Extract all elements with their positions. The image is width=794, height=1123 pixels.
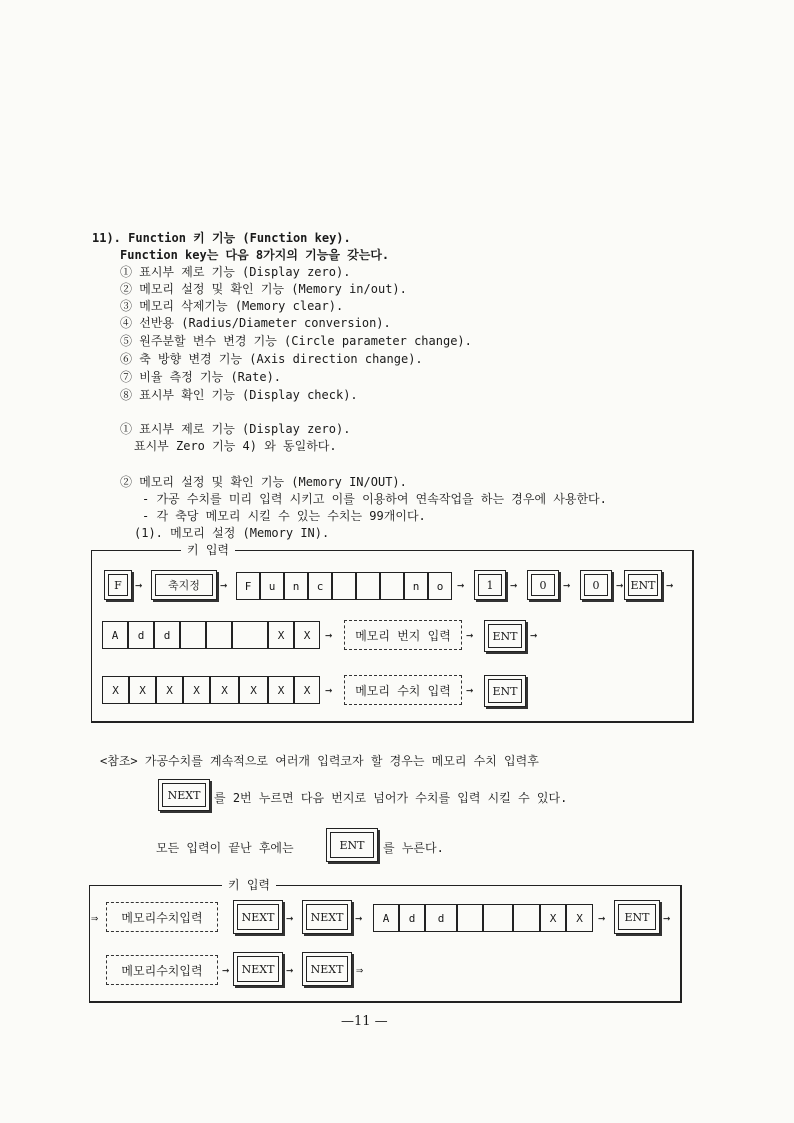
addr-cell: d: [425, 904, 457, 932]
function-list-item: ③ 메모리 삭제기능 (Memory clear).: [120, 299, 344, 313]
func-cell: c: [308, 572, 332, 600]
value-cell: X: [294, 676, 320, 704]
memory-value-input-label: 메모리 수치 입력: [344, 675, 462, 705]
arrow-right-icon: →: [325, 628, 333, 642]
note-line-3: 모든 입력이 끝난 후에는: [156, 841, 294, 855]
func-cell: [332, 572, 356, 600]
ent-key[interactable]: ENT: [484, 620, 526, 652]
value-cell: X: [129, 676, 156, 704]
memory-address-input-label: 메모리 번지 입력: [344, 620, 462, 650]
next-key[interactable]: NEXT: [302, 900, 352, 934]
page-number: —11 —: [341, 1014, 388, 1029]
arrow-right-icon: →: [222, 963, 230, 977]
ent-key[interactable]: ENT: [484, 675, 526, 707]
addr-cell: X: [540, 904, 566, 932]
section-1-title: ① 표시부 제로 기능 (Display zero).: [120, 422, 351, 436]
section-1-body: 표시부 Zero 기능 4) 와 동일하다.: [134, 439, 337, 453]
heading-intro: Function key는 다음 8가지의 기능을 갖는다.: [120, 248, 390, 262]
value-cell: X: [183, 676, 210, 704]
digit-0-key[interactable]: 0: [580, 570, 612, 600]
function-list-item: ⑧ 표시부 확인 기능 (Display check).: [120, 388, 358, 402]
digit-1-key[interactable]: 1: [474, 570, 506, 600]
addr-cell: [180, 621, 206, 649]
value-cell: X: [239, 676, 268, 704]
value-cell: X: [210, 676, 239, 704]
section-2-title: ② 메모리 설정 및 확인 기능 (Memory IN/OUT).: [120, 475, 407, 489]
memory-value-input-label: 메모리수치입력: [106, 902, 218, 932]
next-key[interactable]: NEXT: [158, 779, 210, 811]
addr-cell: A: [102, 621, 128, 649]
ent-key[interactable]: ENT: [326, 828, 378, 862]
f-key[interactable]: F: [104, 570, 132, 600]
func-cell: F: [236, 572, 260, 600]
addr-cell: [513, 904, 540, 932]
addr-cell: d: [399, 904, 425, 932]
addr-cell: [457, 904, 483, 932]
note-line-1: <참조> 가공수치를 계속적으로 여러개 입력코자 할 경우는 메모리 수치 입력후: [100, 754, 539, 768]
arrow-right-icon: →: [325, 683, 333, 697]
section-heading: 11). Function 키 기능 (Function key).: [92, 231, 351, 245]
addr-cell: A: [373, 904, 399, 932]
key-input-box-1-title: 키 입력: [181, 542, 235, 558]
arrow-right-icon: →: [135, 578, 143, 592]
addr-cell: [483, 904, 513, 932]
function-list-item: ⑦ 비율 측정 기능 (Rate).: [120, 370, 282, 384]
double-arrow-icon: ⇒: [91, 911, 99, 925]
arrow-right-icon: →: [286, 911, 294, 925]
axis-select-key[interactable]: 축지정: [151, 570, 217, 600]
arrow-right-icon: →: [530, 628, 538, 642]
arrow-right-icon: →: [220, 578, 228, 592]
memory-value-input-label: 메모리수치입력: [106, 955, 218, 985]
note-line-2: 를 2번 누르면 다음 번지로 넘어가 수치를 입력 시킬 수 있다.: [214, 791, 568, 805]
ent-key[interactable]: ENT: [624, 570, 662, 600]
arrow-right-icon: →: [457, 578, 465, 592]
arrow-right-icon: →: [286, 963, 294, 977]
function-list-item: ② 메모리 설정 및 확인 기능 (Memory in/out).: [120, 282, 407, 296]
section-2-subheading: (1). 메모리 설정 (Memory IN).: [134, 526, 330, 540]
value-cell: X: [156, 676, 183, 704]
value-cell: X: [268, 676, 294, 704]
func-cell: o: [428, 572, 452, 600]
addr-cell: d: [128, 621, 154, 649]
arrow-right-icon: →: [616, 578, 624, 592]
arrow-right-icon: →: [598, 911, 606, 925]
func-cell: n: [284, 572, 308, 600]
arrow-right-icon: →: [563, 578, 571, 592]
note-line-3-end: 를 누른다.: [383, 841, 444, 855]
ent-key[interactable]: ENT: [614, 900, 660, 934]
arrow-right-icon: →: [663, 911, 671, 925]
arrow-right-icon: →: [355, 911, 363, 925]
addr-cell: d: [154, 621, 180, 649]
addr-cell: X: [566, 904, 593, 932]
arrow-right-icon: →: [666, 578, 674, 592]
double-arrow-icon: ⇒: [356, 963, 364, 977]
arrow-right-icon: →: [510, 578, 518, 592]
digit-0-key[interactable]: 0: [527, 570, 559, 600]
addr-cell: [206, 621, 232, 649]
next-key[interactable]: NEXT: [233, 952, 283, 986]
addr-cell: X: [268, 621, 294, 649]
section-2-bullet: - 각 축당 메모리 시킬 수 있는 수치는 99개이다.: [142, 509, 426, 523]
addr-cell: [232, 621, 268, 649]
function-list-item: ① 표시부 제로 기능 (Display zero).: [120, 265, 351, 279]
func-cell: n: [404, 572, 428, 600]
function-list-item: ⑥ 축 방향 변경 기능 (Axis direction change).: [120, 352, 423, 366]
next-key[interactable]: NEXT: [233, 900, 283, 934]
function-list-item: ⑤ 원주분할 변수 변경 기능 (Circle parameter change).: [120, 334, 472, 348]
func-cell: u: [260, 572, 284, 600]
section-2-bullet: - 가공 수치를 미리 입력 시키고 이를 이용하여 연속작업을 하는 경우에 사용한다.: [142, 492, 607, 506]
function-list-item: ④ 선반용 (Radius/Diameter conversion).: [120, 316, 391, 330]
next-key[interactable]: NEXT: [302, 952, 352, 986]
key-input-box-2-title: 키 입력: [222, 877, 276, 893]
func-cell: [380, 572, 404, 600]
arrow-right-icon: →: [466, 628, 474, 642]
value-cell: X: [102, 676, 129, 704]
arrow-right-icon: →: [466, 683, 474, 697]
addr-cell: X: [294, 621, 320, 649]
func-cell: [356, 572, 380, 600]
